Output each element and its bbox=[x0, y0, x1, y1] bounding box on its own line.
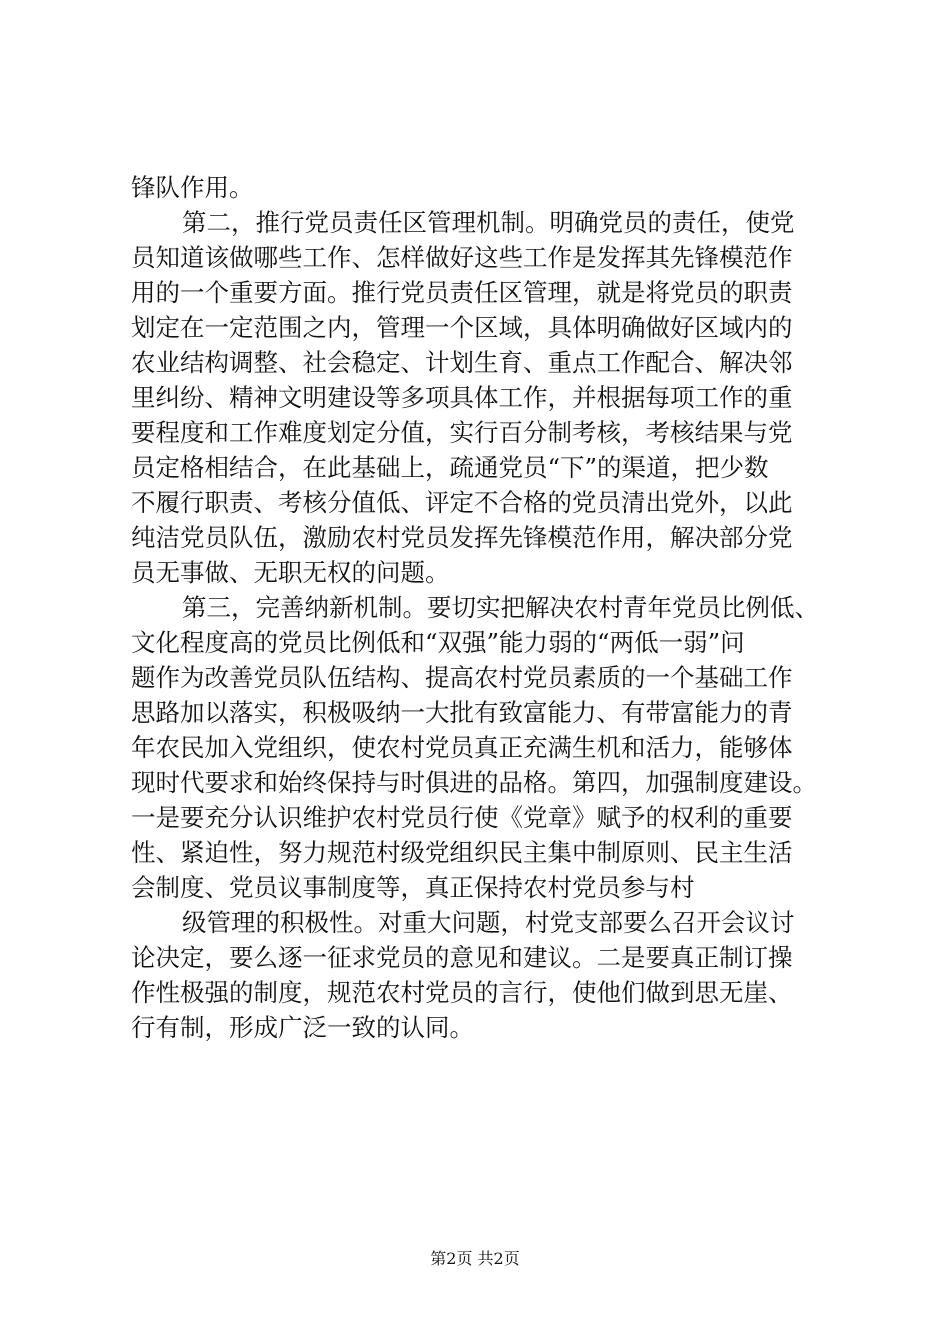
text-line: 一是要充分认识维护农村党员行使《党章》赋予的权利的重要 bbox=[131, 803, 793, 832]
text-line: 用的一个重要方面。推行党员责任区管理，就是将党员的职责 bbox=[131, 278, 793, 307]
text-line: 里纠纷、精神文明建设等多项具体工作，并根据每项工作的重 bbox=[131, 383, 793, 412]
page-footer: 第2页 共2页 bbox=[430, 1249, 520, 1268]
text-line: 要程度和工作难度划定分值，实行百分制考核，考核结果与党 bbox=[131, 418, 793, 447]
text-line: 员知道该做哪些工作、怎样做好这些工作是发挥其先锋模范作 bbox=[131, 243, 793, 272]
text-line: 第三，完善纳新机制。要切实把解决农村青年党员比例低、 bbox=[182, 593, 819, 622]
text-line: 论决定，要么逐一征求党员的意见和建议。二是要真正制订操 bbox=[131, 943, 793, 972]
text-line: 纯洁党员队伍，激励农村党员发挥先锋模范作用，解决部分党 bbox=[131, 523, 793, 552]
text-line: 不履行职责、考核分值低、评定不合格的党员清出党外，以此 bbox=[131, 488, 793, 517]
text-line: 文化程度高的党员比例低和“双强”能力弱的“两低一弱”问 bbox=[131, 628, 745, 657]
text-line: 现时代要求和始终保持与时俱进的品格。第四，加强制度建设。 bbox=[131, 768, 817, 797]
text-line: 年农民加入党组织，使农村党员真正充满生机和活力，能够体 bbox=[131, 733, 793, 762]
text-line: 第二，推行党员责任区管理机制。明确党员的责任，使党 bbox=[182, 208, 795, 237]
text-line: 级管理的积极性。对重大问题，村党支部要么召开会议讨 bbox=[182, 908, 795, 937]
text-line: 员定格相结合，在此基础上，疏通党员“下”的渠道，把少数 bbox=[131, 453, 769, 482]
text-line: 划定在一定范围之内，管理一个区域，具体明确做好区域内的 bbox=[131, 313, 793, 342]
text-line: 会制度、党员议事制度等，真正保持农村党员参与村 bbox=[131, 873, 695, 902]
text-line: 思路加以落实，积极吸纳一大批有致富能力、有带富能力的青 bbox=[131, 698, 793, 727]
text-line: 作性极强的制度，规范农村党员的言行，使他们做到思无崖、 bbox=[131, 978, 793, 1007]
text-line: 锋队作用。 bbox=[131, 173, 254, 202]
text-line: 员无事做、无职无权的问题。 bbox=[131, 558, 450, 587]
text-line: 性、紧迫性，努力规范村级党组织民主集中制原则、民主生活 bbox=[131, 838, 793, 867]
text-line: 题作为改善党员队伍结构、提高农村党员素质的一个基础工作 bbox=[131, 663, 793, 692]
text-line: 农业结构调整、社会稳定、计划生育、重点工作配合、解决邻 bbox=[131, 348, 793, 377]
text-line: 行有制，形成广泛一致的认同。 bbox=[131, 1013, 474, 1042]
